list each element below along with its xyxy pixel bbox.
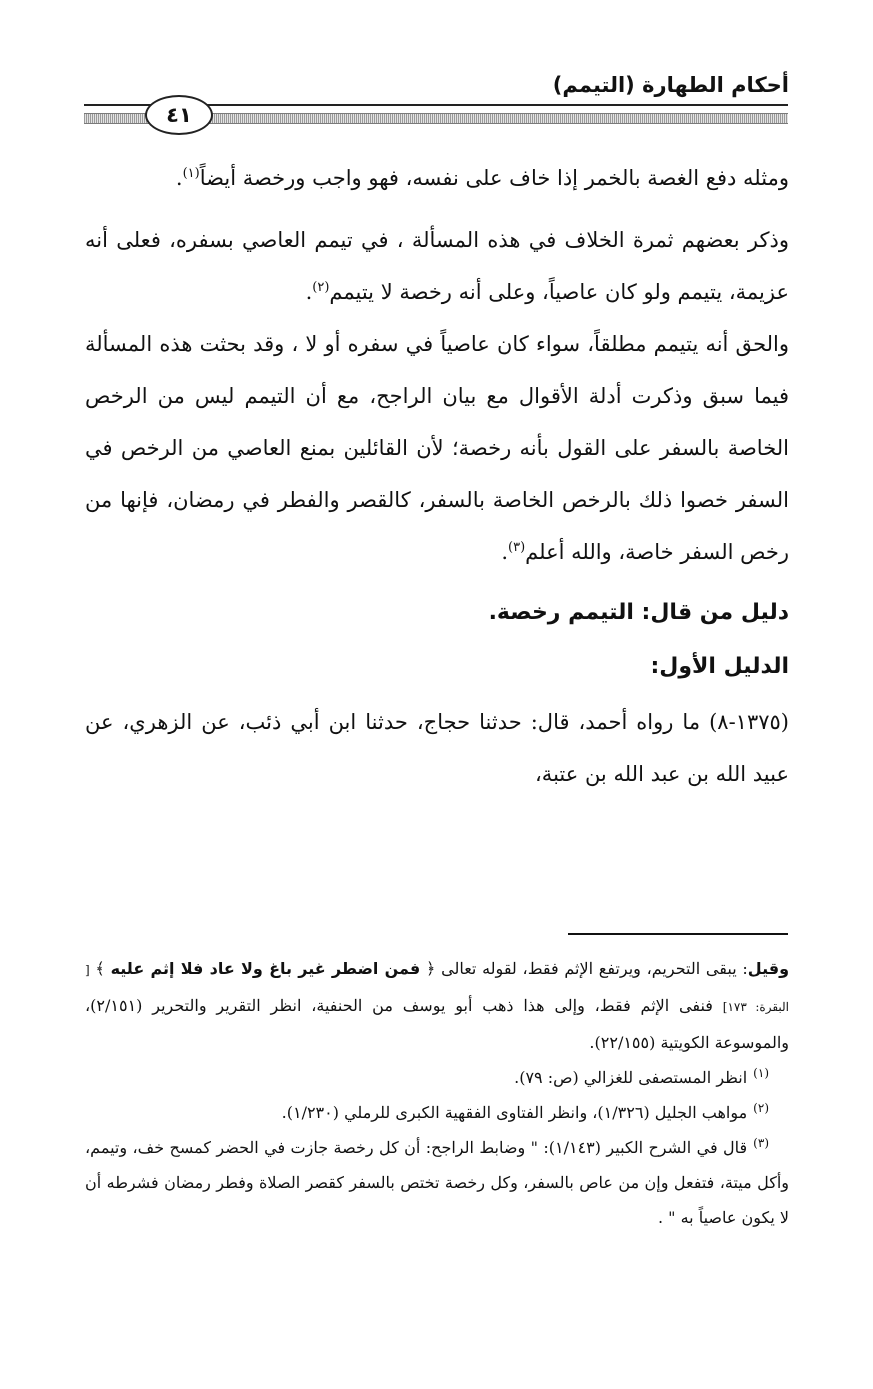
footnote-continuation-label: وقيل xyxy=(747,959,790,978)
section-heading: دليل من قال: التيمم رخصة. xyxy=(488,600,789,625)
footnotes xyxy=(85,951,789,1235)
footnote-continuation-text-c: فنفى الإثم فقط، وإلى هذا ذهب أبو يوسف من الحنفية، انظر التقرير والتحرير (٢/١٥١)، والموسوعة الكويتية (٢٢/١٥٥). xyxy=(85,996,789,1052)
quran-reference: [ البقرة: ١٧٣] xyxy=(85,963,789,1014)
footnote-3-text: قال في الشرح الكبير (١/١٤٣): " وضابط الراجح: أن كل رخصة جازت في الحضر كمسح خف، وتيمم، وأكل ميتة، فتفعل وإن من عاص بالسفر، وكل رخصة تختص بالسفر كقصر الصلاة وفطر رمضان فشرطه أن لا يكون عاصياً به " . xyxy=(85,1138,789,1227)
footnote-2-number: (٢) xyxy=(753,1100,769,1115)
footnote-continuation-text-b: ﴾ xyxy=(89,959,111,978)
footnote-2 xyxy=(85,1095,789,1130)
footnote-ref-3[interactable]: (٣) xyxy=(508,540,526,555)
footnote-separator xyxy=(568,933,788,935)
footnote-3-number: (٣) xyxy=(753,1135,769,1150)
page-number: ٤١ xyxy=(145,95,213,135)
paragraph-4: (١٣٧٥-٨) ما رواه أحمد، قال: حدثنا حجاج، حدثنا ابن أبي ذئب، عن الزهري، عن عبيد الله بن عبد الله بن عتبة، xyxy=(85,710,789,786)
paragraph-1-end: . xyxy=(175,166,183,190)
subsection-heading: الدليل الأول: xyxy=(650,654,789,679)
paragraph-2-text: وذكر بعضهم ثمرة الخلاف في هذه المسألة ، في تيمم العاصي بسفره، فعلى أنه عزيمة، يتيمم ولو كان عاصياً، وعلى أنه رخصة لا يتيمم xyxy=(85,228,789,304)
footnote-1-text: انظر المستصفى للغزالي (ص: ٧٩). xyxy=(514,1068,748,1087)
paragraph-3-text: والحق أنه يتيمم مطلقاً، سواء كان عاصياً في سفره أو لا ، وقد بحثت هذه المسألة فيما سبق وذكرت أدلة الأقوال مع بيان الراجح، مع أن التيمم ليس من الرخص الخاصة بالسفر على القول بأنه رخصة؛ لأن القائلين بمنع العاصي من الرخص في السفر خصوا ذلك بالرخص الخاصة بالسفر، كالقصر والفطر في رمضان، فإنها من رخص السفر خاصة، والله أعلم xyxy=(85,332,789,564)
footnote-ref-1[interactable]: (١) xyxy=(182,166,200,181)
footnote-continuation xyxy=(85,951,789,1060)
footnote-3 xyxy=(85,1130,789,1235)
footnote-ref-2[interactable]: (٢) xyxy=(312,280,330,295)
main-text xyxy=(85,152,789,800)
paragraph-1-text: ومثله دفع الغصة بالخمر إذا خاف على نفسه، فهو واجب ورخصة أيضاً xyxy=(199,166,789,190)
paragraph-3-end: . xyxy=(501,540,508,564)
paragraph-2 xyxy=(85,214,789,318)
footnote-1 xyxy=(85,1060,789,1095)
paragraph-3 xyxy=(85,318,789,578)
footnote-continuation-text-a: : يبقى التحريم، ويرتفع الإثم فقط، لقوله تعالى ﴿ xyxy=(420,959,748,978)
footnote-1-number: (١) xyxy=(753,1065,769,1080)
paragraph-1 xyxy=(85,152,789,204)
quran-quote: فمن اضطر غير باغ ولا عاد فلا إثم عليه xyxy=(110,959,421,978)
running-title: أحكام الطهارة (التيمم) xyxy=(552,73,789,97)
footnote-2-text: مواهب الجليل (١/٣٢٦)، وانظر الفتاوى الفقهية الكبرى للرملي (١/٢٣٠). xyxy=(281,1103,748,1122)
paragraph-2-end: . xyxy=(305,280,313,304)
